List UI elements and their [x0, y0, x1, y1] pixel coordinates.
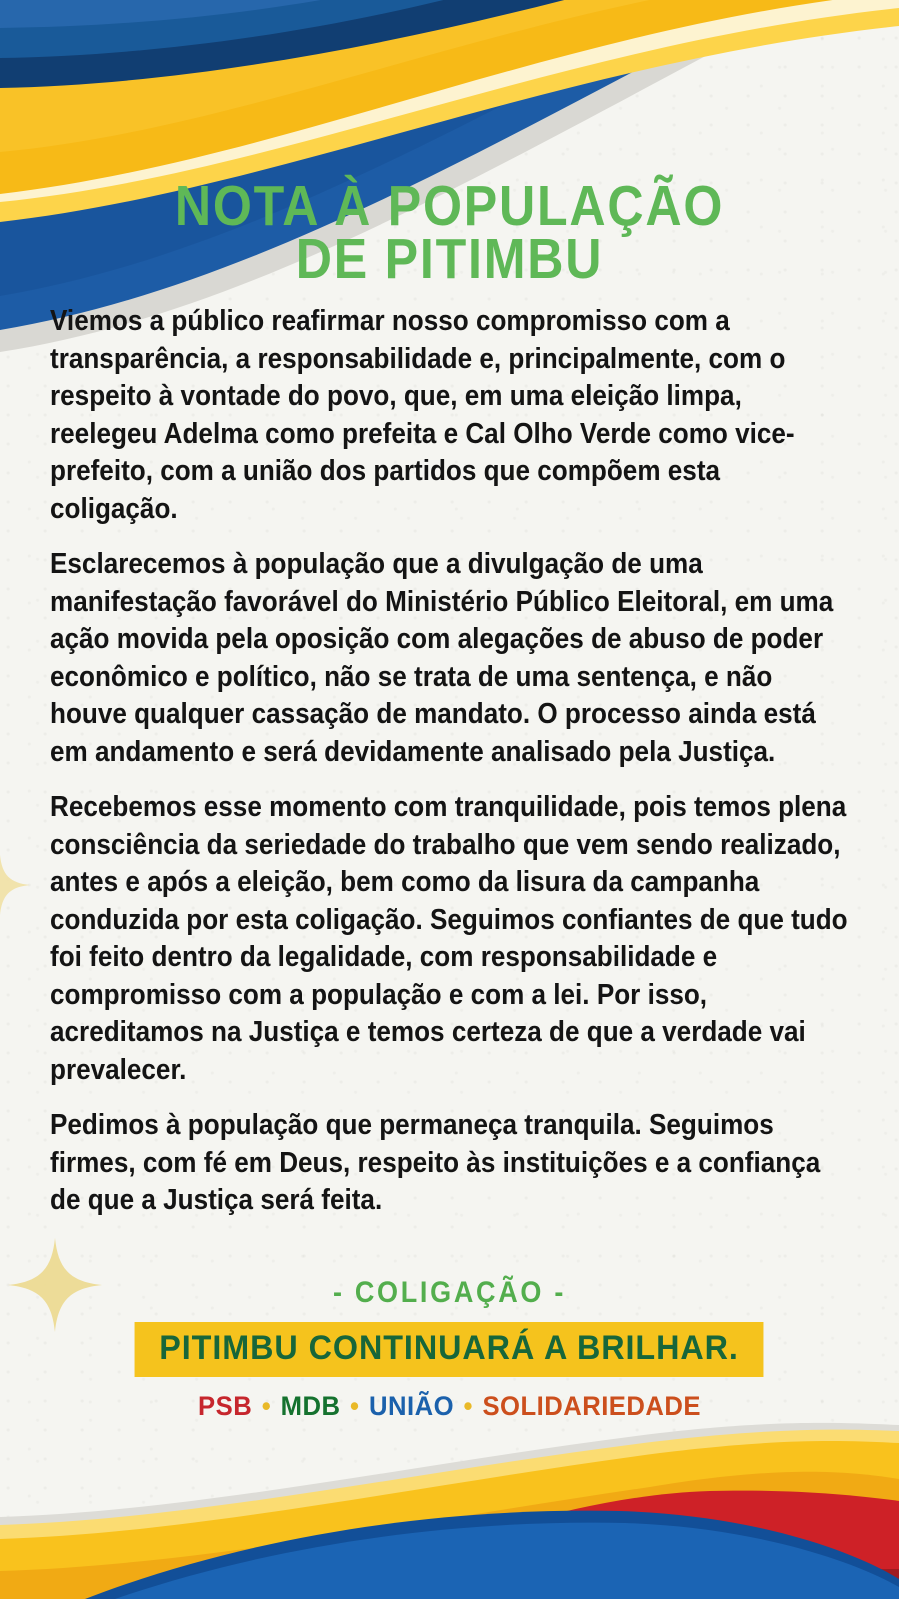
paragraph-2: Esclarecemos à população que a divulgação de uma manifestação favorável do Ministério Público Eleitoral, em uma ação movida pela oposição com alegações de abuso de poder econômico e político, não se trata de uma sentença, e não houve qualquer cassação de mandato. O processo ainda está em andamento e será devidamente analisado pela Justiça.	[50, 548, 834, 768]
party-uniao: UNIÃO	[368, 1391, 454, 1421]
party-list	[22, 1391, 876, 1422]
party-separator-dot: •	[350, 1391, 360, 1421]
coligacao-banner: PITIMBU CONTINUARÁ A BRILHAR.	[135, 1322, 764, 1377]
page-title-line2: DE PITIMBU	[295, 227, 604, 291]
party-separator-dot: •	[261, 1391, 272, 1421]
coligacao-label: - COLIGAÇÃO -	[332, 1276, 567, 1309]
sparkle-star-icon	[0, 855, 30, 915]
party-solidariedade: SOLIDARIEDADE	[482, 1391, 701, 1421]
bottom-wave-decoration	[0, 1399, 899, 1599]
page-title	[0, 174, 899, 291]
page-title-line1: NOTA À POPULAÇÃO	[174, 174, 725, 238]
coligacao-footer	[0, 1276, 899, 1422]
paragraph-3: Recebemos esse momento com tranquilidade, pois temos plena consciência da seriedade do trabalho que vem sendo realizado, antes e após a eleição, bem como da lisura da campanha conduzida por esta coligação. Seguimos confiantes de que tudo foi feito dentro da legalidade, com responsabilidade e compromisso com a população e com a lei. Por isso, acreditamos na Justiça e temos certeza de que a verdade vai prevalecer.	[50, 791, 848, 1086]
paragraph-4: Pedimos à população que permaneça tranquila. Seguimos firmes, com fé em Deus, respeito às instituições e a confiança de que a Justiça será feita.	[50, 1109, 821, 1216]
paragraph-1: Viemos a público reafirmar nosso compromisso com a transparência, a responsabilidade e, principalmente, com o respeito à vontade do povo, que, em uma eleição limpa, reelegeu Adelma como prefeita e Cal Olho Verde como vice-prefeito, com a união dos partidos que compõem esta coligação.	[50, 305, 795, 525]
party-separator-dot: •	[463, 1391, 473, 1421]
party-mdb: MDB	[280, 1391, 341, 1421]
note-body	[50, 303, 849, 1238]
party-psb: PSB	[198, 1391, 253, 1421]
